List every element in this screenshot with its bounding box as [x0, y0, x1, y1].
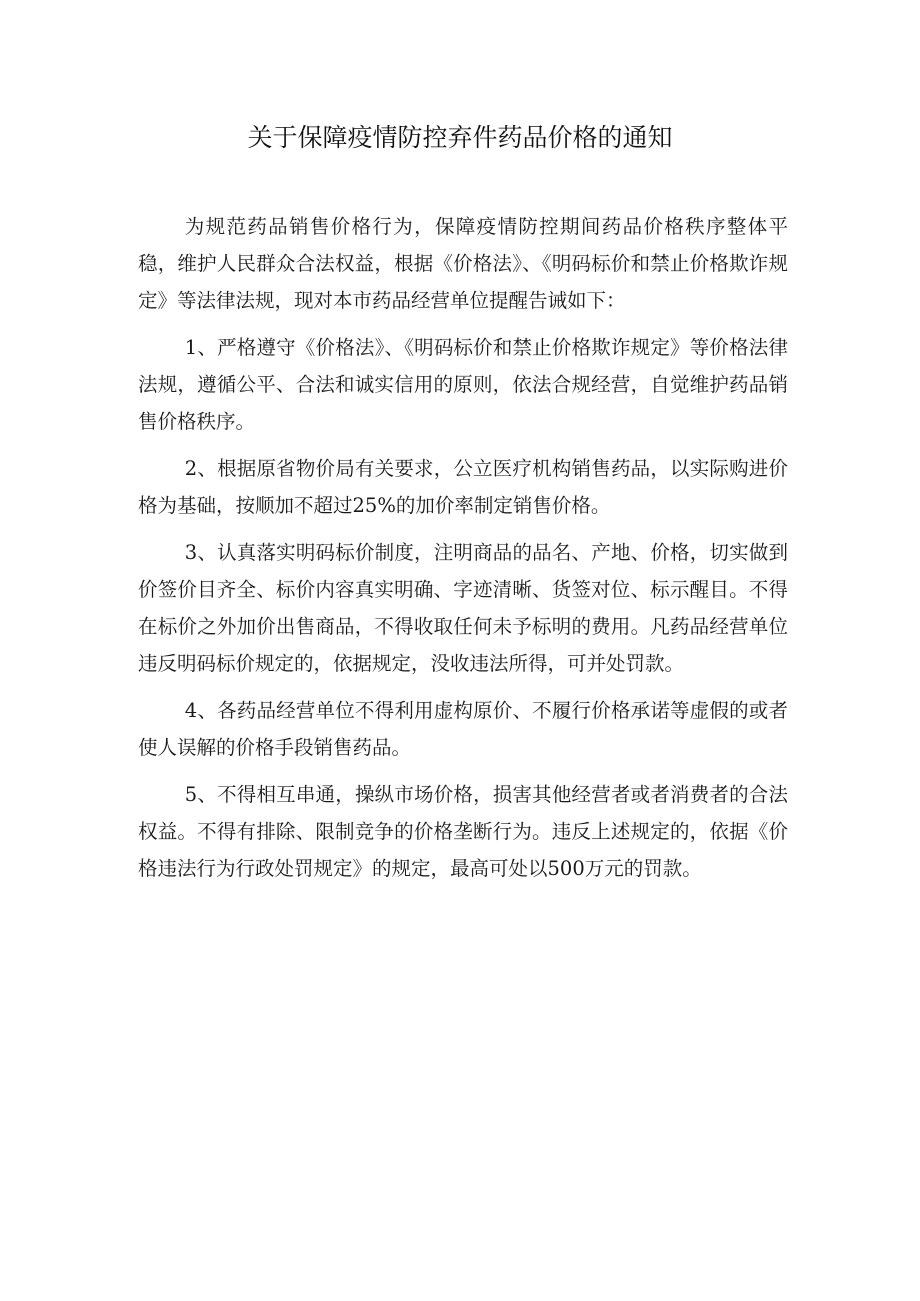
item-5-paragraph: 5、不得相互串通，操纵市场价格，损害其他经营者或者消费者的合法权益。不得有排除、限制竞争的价格垄断行为。违反上述规定的，依据《价格违法行为行政处罚规定》的规定，最高可处以500万元的罚款。 — [138, 783, 788, 880]
item-3-paragraph: 3、认真落实明码标价制度，注明商品的品名、产地、价格，切实做到价签价目齐全、标价内容真实明确、字迹清晰、货签对位、标示醒目。不得在标价之外加价出售商品，不得收取任何未予标明的费用。凡药品经营单位违反明码标价规定的，依据规定，没收违法所得，可并处罚款。 — [138, 541, 788, 675]
document-body — [138, 208, 788, 897]
item-2-paragraph: 2、根据原省物价局有关要求，公立医疗机构销售药品，以实际购进价格为基础，按顺加不超过25%的加价率制定销售价格。 — [138, 457, 788, 517]
document-title: 关于保障疫情防控弃件药品价格的通知 — [247, 123, 673, 152]
item-1-paragraph: 1、严格遵守《价格法》、《明码标价和禁止价格欺诈规定》等价格法律法规，遵循公平、合法和诚实信用的原则，依法合规经营，自觉维护药品销售价格秩序。 — [138, 336, 788, 433]
item-4-paragraph: 4、各药品经营单位不得利用虚构原价、不履行价格承诺等虚假的或者使人误解的价格手段销售药品。 — [138, 699, 788, 759]
intro-paragraph: 为规范药品销售价格行为，保障疫情防控期间药品价格秩序整体平稳，维护人民群众合法权益，根据《价格法》、《明码标价和禁止价格欺诈规定》等法律法规，现对本市药品经营单位提醒告诫如下： — [138, 215, 788, 312]
